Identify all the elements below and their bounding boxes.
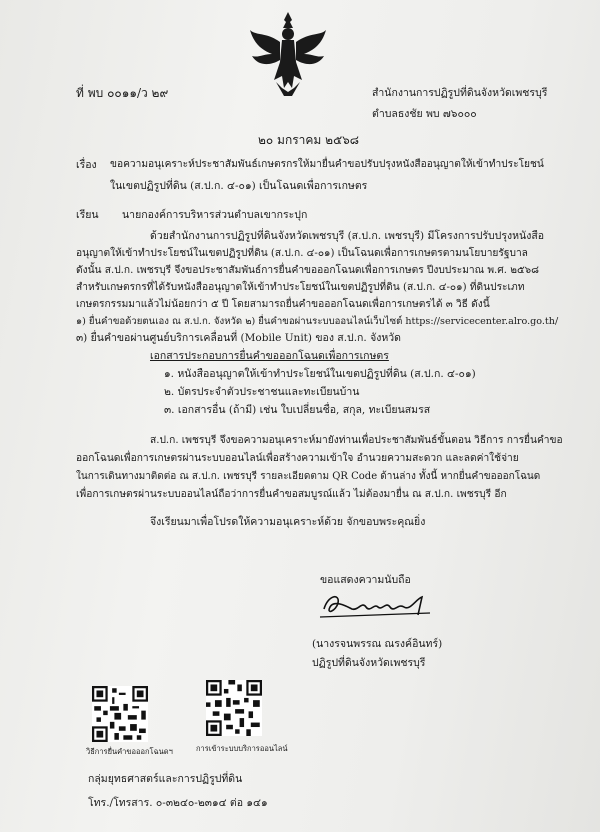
qr-caption-1: วิธีการยื่นคำขอออกโฉนดฯ: [86, 747, 173, 756]
recipient-name: นายกองค์การบริหารส่วนตำบลเขากระปุก: [122, 209, 308, 221]
paragraph-1-line-3: ดังนั้น ส.ป.ก. เพชรบุรี จึงขอประชาสัมพันธ์การยื่นคำขอออกโฉนดเพื่อการเกษตร ปีงบประมาณ พ.ศ. ๒๕๖๘: [76, 265, 539, 276]
letter-date: ๒๐ มกราคม ๒๕๖๘: [258, 133, 360, 147]
office-name: สำนักงานการปฏิรูปที่ดินจังหวัดเพชรบุรี: [372, 87, 548, 99]
signature: [318, 585, 438, 625]
subject-line-2: ในเขตปฏิรูปที่ดิน (ส.ป.ก. ๔-๐๑) เป็นโฉนดเพื่อการเกษตร: [110, 180, 368, 192]
footer-phone: โทร./โทรสาร. ๐-๓๒๔๐-๒๓๑๔ ต่อ ๑๔๑: [88, 797, 268, 809]
paragraph-1-line-6: ๑) ยื่นคำขอด้วยตนเอง ณ ส.ป.ก. จังหวัด ๒) ยื่นคำขอผ่านระบบออนไลน์เว็บไซต์ https://servicecenter.alro.go.th/: [76, 316, 559, 327]
doc-number: ที่ พบ ๐๐๑๑/ว ๒๙: [76, 86, 169, 100]
garuda-emblem-icon: [246, 10, 330, 98]
paragraph-2-line-3: ในการเดินทางมาติดต่อ ณ ส.ป.ก. เพชรบุรี รายละเอียดตาม QR Code ด้านล่าง ทั้งนี้ หากยื่นคำขอออกโฉนด: [76, 471, 541, 482]
paragraph-2-line-1: ส.ป.ก. เพชรบุรี จึงขอความอนุเคราะห์มายังท่านเพื่อประชาสัมพันธ์ขั้นตอน วิธีการ การยื่นคำขอ: [150, 435, 563, 446]
document-item-2: ๒. บัตรประจำตัวประชาชนและทะเบียนบ้าน: [164, 386, 360, 398]
signatory-name: (นางรจนพรรณ ณรงค์อินทร์): [312, 638, 443, 650]
salutation-label: เรียน: [76, 209, 99, 221]
paragraph-1-line-2: อนุญาตให้เข้าทำประโยชน์ในเขตปฏิรูปที่ดิน (ส.ป.ก. ๔-๐๑) เป็นโฉนดเพื่อการเกษตรตามนโยบายรัฐบาล: [76, 248, 528, 259]
subject-label: เรื่อง: [76, 159, 97, 171]
footer-department: กลุ่มยุทธศาสตร์และการปฏิรูปที่ดิน: [88, 773, 243, 785]
signatory-position: ปฏิรูปที่ดินจังหวัดเพชรบุรี: [312, 657, 426, 669]
office-address: ตำบลธงชัย พบ ๗๖๐๐๐: [372, 108, 477, 120]
document-item-3: ๓. เอกสารอื่น (ถ้ามี) เช่น ใบเปลี่ยนชื่อ, สกุล, ทะเบียนสมรส: [164, 404, 431, 416]
paragraph-1-line-1: ด้วยสำนักงานการปฏิรูปที่ดินจังหวัดเพชรบุรี (ส.ป.ก. เพชรบุรี) มีโครงการปรับปรุงหนังสือ: [150, 230, 545, 242]
paragraph-2-line-4: เพื่อการเกษตรผ่านระบบออนไลน์ถือว่าการยื่นคำขอสมบูรณ์แล้ว ไม่ต้องมายื่น ณ ส.ป.ก. เพชรบุรี อีก: [76, 489, 507, 500]
paragraph-2-line-2: ออกโฉนดเพื่อการเกษตรผ่านระบบออนไลน์เพื่อสร้างความเข้าใจ อำนวยความสะดวก และลดค่าใช้จ่าย: [76, 453, 519, 464]
qr-code-application-guide[interactable]: [92, 686, 148, 742]
paragraph-1-line-5: เกษตรกรรมมาแล้วไม่น้อยกว่า ๕ ปี โดยสามารถยื่นคำขอออกโฉนดเพื่อการเกษตรได้ ๓ วิธี ดังนี้: [76, 299, 490, 310]
closing-request: จึงเรียนมาเพื่อโปรดให้ความอนุเคราะห์ด้วย จักขอบพระคุณยิ่ง: [150, 516, 426, 528]
paragraph-1-line-7: ๓) ยื่นคำขอผ่านศูนย์บริการเคลื่อนที่ (Mobile Unit) ของ ส.ป.ก. จังหวัด: [76, 332, 401, 344]
paragraph-1-line-4: สำหรับเกษตรกรที่ได้รับหนังสืออนุญาตให้เข้าทำประโยชน์ในเขตปฏิรูปที่ดิน (ส.ป.ก. ๔-๐๑) ที่ดินประเภท: [76, 282, 525, 293]
subject-line-1: ขอความอนุเคราะห์ประชาสัมพันธ์เกษตรกรให้มายื่นคำขอปรับปรุงหนังสืออนุญาตให้เข้าทำประโยชน์: [110, 159, 544, 170]
complimentary-close: ขอแสดงความนับถือ: [320, 574, 411, 586]
document-item-1: ๑. หนังสืออนุญาตให้เข้าทำประโยชน์ในเขตปฏิรูปที่ดิน (ส.ป.ก. ๔-๐๑): [164, 368, 476, 380]
qr-code-online-service[interactable]: [206, 680, 262, 736]
qr-caption-2: การเข้าระบบบริการออนไลน์: [196, 744, 288, 753]
documents-heading: เอกสารประกอบการยื่นคำขอออกโฉนดเพื่อการเกษตร: [150, 350, 389, 362]
